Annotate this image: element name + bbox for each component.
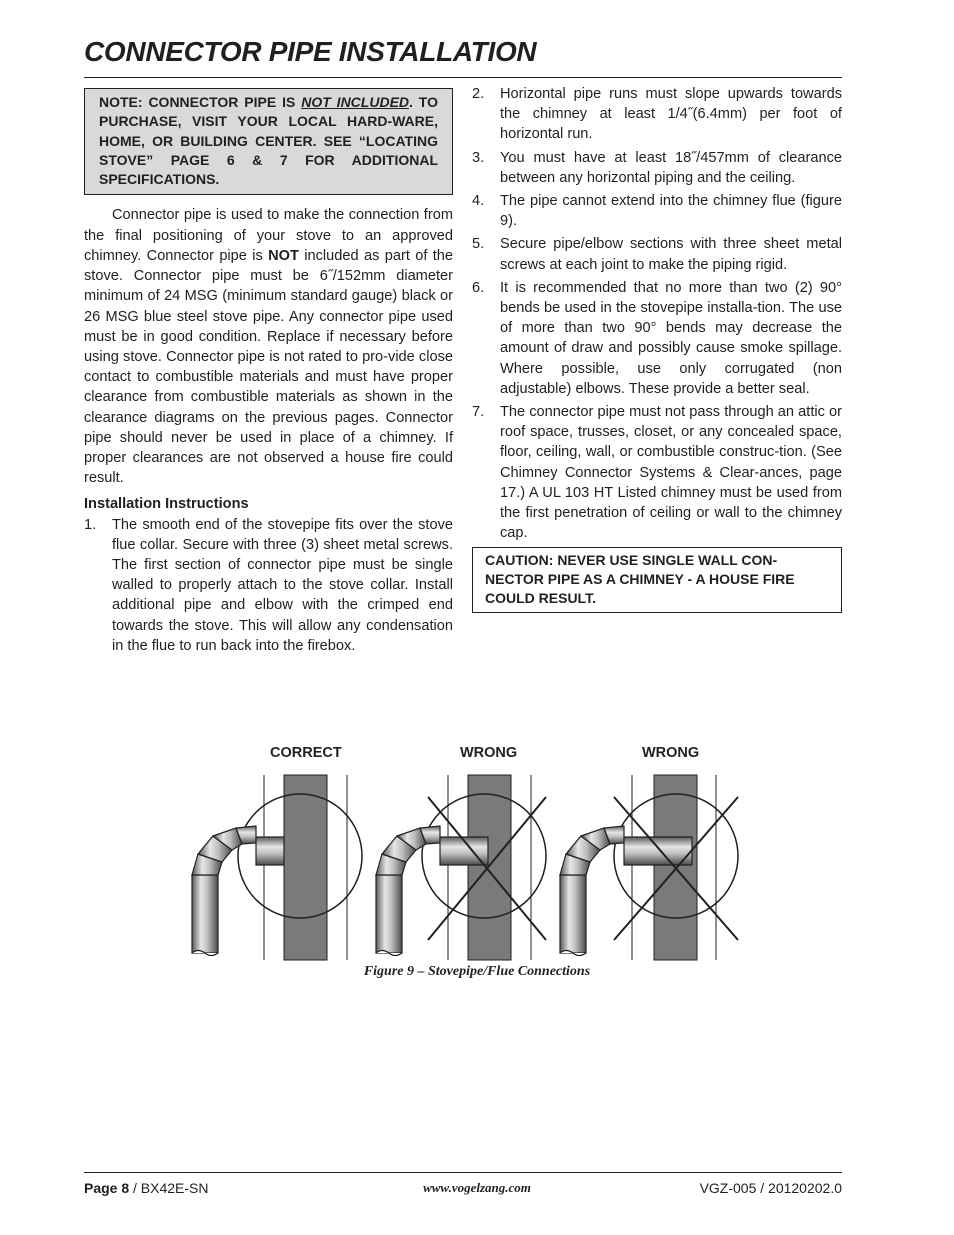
item-number: 5. bbox=[472, 236, 485, 253]
item-text: The pipe cannot extend into the chimney flue (figure 9). bbox=[500, 193, 842, 230]
list-item bbox=[84, 515, 453, 656]
footer-rule bbox=[84, 1172, 842, 1173]
list-item bbox=[472, 84, 842, 145]
page-number: Page 8 bbox=[84, 1180, 130, 1196]
wrong-connection-2 bbox=[560, 775, 738, 960]
right-column bbox=[472, 84, 842, 613]
figure-label-wrong-1: WRONG bbox=[460, 745, 518, 761]
intro-bold: NOT bbox=[268, 247, 299, 264]
note-rest: . TO PURCHASE, VISIT YOUR LOCAL HARD-WARE, HOME, OR BUILDING CENTER. SEE “LOCATING STOVE” PAGE 6 & 7 FOR ADDITIONAL SPECIFICATIONS. bbox=[99, 94, 438, 188]
footer-doc-code: VGZ-005 / 20120202.0 bbox=[699, 1180, 842, 1196]
correct-connection bbox=[192, 775, 362, 960]
figure-label-correct: CORRECT bbox=[270, 745, 342, 761]
list-item bbox=[472, 191, 842, 231]
footer-url: www.vogelzang.com bbox=[423, 1180, 531, 1195]
instructions-list-left bbox=[84, 515, 453, 656]
flue-connection-figure bbox=[180, 770, 760, 965]
item-number: 4. bbox=[472, 193, 485, 210]
left-column bbox=[84, 88, 453, 656]
item-text: The connector pipe must not pass through an attic or roof space, trusses, closet, or any concealed space, floor, ceiling, wall, or combustible construc-tion. (See Chimney Connector Systems & Clear-ances, page 17.) A UL 103 HT Listed chimney must be used from the first penetration of ceiling or wall to the chimney cap. bbox=[500, 404, 842, 542]
intro-text-1: Connector pipe is used to make the connection from the final positioning of your stove to an approved chimney. Connector pipe is bbox=[84, 207, 453, 264]
item-text: Secure pipe/elbow sections with three sheet metal screws at each joint to make the piping rigid. bbox=[500, 236, 842, 273]
list-item bbox=[472, 148, 842, 188]
item-number: 1. bbox=[84, 516, 97, 533]
figure-caption: Figure 9 – Stovepipe/Flue Connections bbox=[363, 964, 591, 979]
note-box bbox=[84, 88, 453, 195]
note-emphasis: NOT INCLUDED bbox=[301, 94, 410, 110]
item-number: 2. bbox=[472, 86, 485, 102]
figure-label-wrong-2: WRONG bbox=[642, 745, 700, 761]
list-item bbox=[472, 234, 842, 274]
intro-paragraph bbox=[84, 205, 453, 488]
caution-box: CAUTION: NEVER USE SINGLE WALL CON-NECTOR PIPE AS A CHIMNEY - A HOUSE FIRE COULD RESULT. bbox=[472, 547, 842, 613]
page-title: CONNECTOR PIPE INSTALLATION bbox=[84, 36, 537, 67]
instructions-list-right bbox=[472, 84, 842, 543]
item-text: The smooth end of the stovepipe fits over the stove flue collar. Secure with three (3) sheet metal screws. The first section of connector pipe must be single walled to properly attach to the stove collar. Install additional pipe and elbow with the crimped end towards the stove. This will allow any condensation in the flue to run back into the firebox. bbox=[112, 516, 453, 654]
title-rule bbox=[84, 77, 842, 78]
note-prefix: NOTE: CONNECTOR PIPE IS bbox=[99, 94, 302, 110]
item-text: You must have at least 18˝/457mm of clearance between any horizontal piping and the ceiling. bbox=[500, 149, 842, 186]
item-number: 3. bbox=[472, 149, 485, 166]
list-item bbox=[472, 402, 842, 543]
list-item bbox=[472, 278, 842, 399]
item-text: It is recommended that no more than two (2) 90° bends be used in the stovepipe installa-tion. The use of more than two 90° bends may decrease the amount of draw and possibly cause smoke spillage. Where possible, use only corrugated (non adjustable) elbows. These provide a better seal. bbox=[500, 279, 842, 397]
wrong-connection-1 bbox=[376, 775, 546, 960]
model-number: / BX42E-SN bbox=[129, 1180, 209, 1196]
item-text: Horizontal pipe runs must slope upwards towards the chimney at least 1/4˝(6.4mm) per foot of horizontal run. bbox=[500, 86, 842, 143]
intro-text-2: included as part of the stove. Connector pipe must be 6˝/152mm diameter minimum of 24 MSG (minimum standard gauge) black or 26 MSG blue steel stove pipe. Any connector pipe used must be in good condition. Replace if necessary before using stove. Connector pipe is not rated to pro-vide close contact to combustible materials and must have proper clearance from combustible materials as shown in the clearance diagrams on the previous pages. Connector pipe should never be used in place of a chimney. If proper clearances are not observed a house fire could result. bbox=[84, 247, 453, 487]
instructions-heading: Installation Instructions bbox=[84, 496, 249, 513]
item-number: 7. bbox=[472, 404, 485, 421]
item-number: 6. bbox=[472, 279, 485, 296]
